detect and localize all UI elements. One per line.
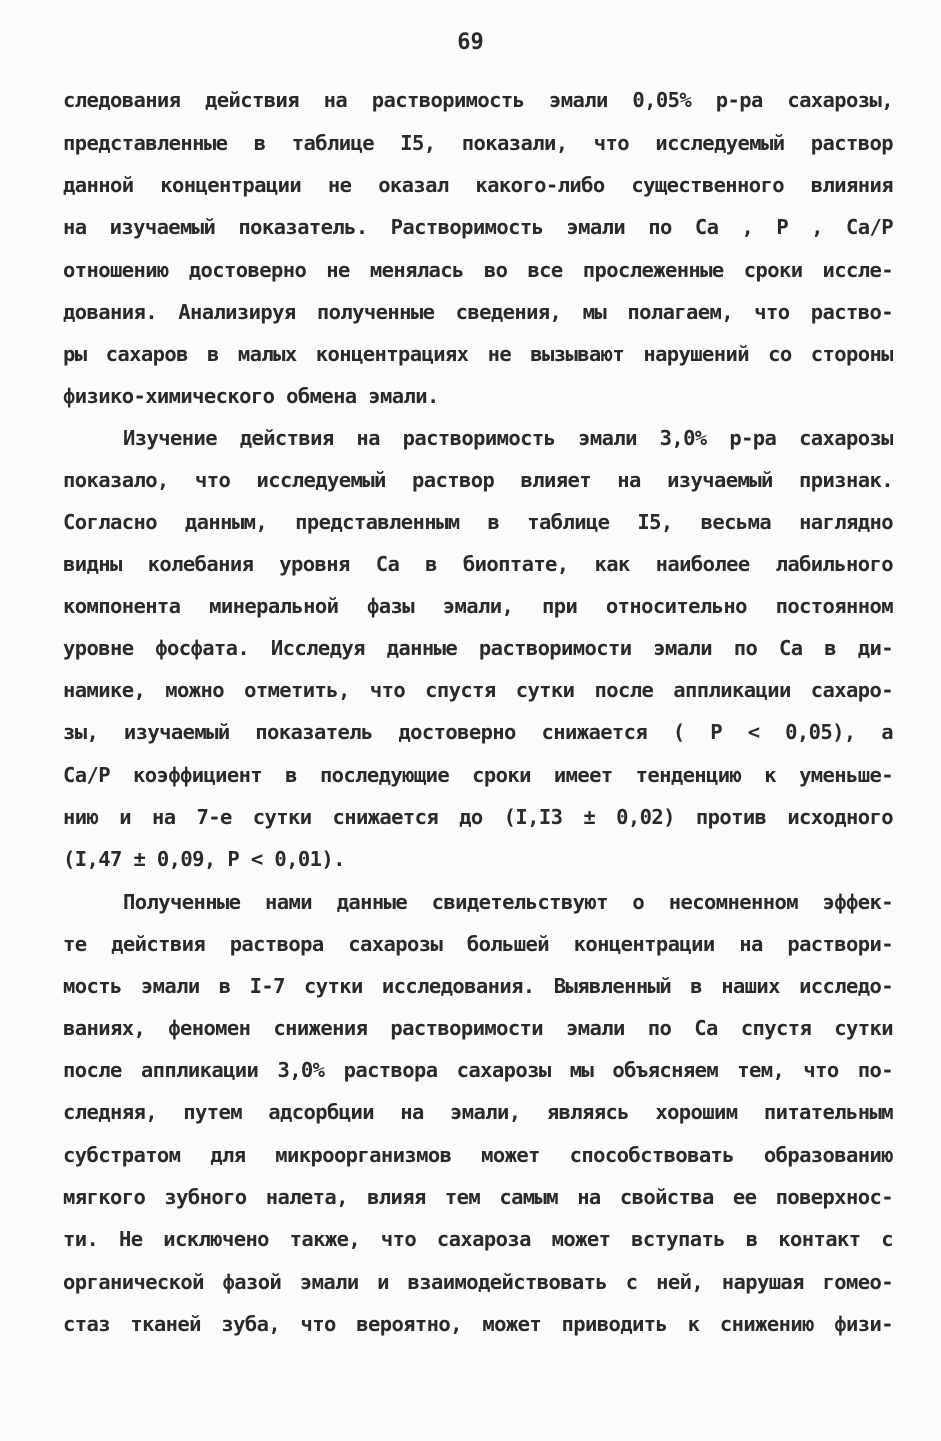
text-line: зы, изучаемый показатель достоверно снижается ( P < 0,05), а bbox=[63, 720, 893, 744]
text-line: ваниях, феномен снижения растворимости эмали по Ca спустя сутки bbox=[63, 1016, 893, 1040]
text-line: (I,47 ± 0,09, P < 0,01). bbox=[63, 847, 345, 871]
text-line: представленные в таблице I5, показали, что исследуемый раствор bbox=[63, 131, 893, 155]
text-line: показало, что исследуемый раствор влияет на изучаемый признак. bbox=[63, 468, 893, 492]
text-line: ти. Не исключено также, что сахароза может вступать в контакт с bbox=[63, 1227, 893, 1251]
text-line: нию и на 7-е сутки снижается до (I,I3 ± 0,02) против исходного bbox=[63, 805, 893, 829]
text-line: отношению достоверно не менялась во все прослеженные сроки иссле- bbox=[63, 258, 893, 282]
page-number: 69 bbox=[457, 30, 484, 55]
text-line: Согласно данным, представленным в таблице I5, весьма наглядно bbox=[63, 510, 893, 534]
text-line: следняя, путем адсорбции на эмали, являясь хорошим питательным bbox=[63, 1100, 893, 1124]
text-line: намике, можно отметить, что спустя сутки после аппликации сахаро- bbox=[63, 678, 893, 702]
text-line: на изучаемый показатель. Растворимость эмали по Ca , P , Ca/P bbox=[63, 215, 893, 239]
text-line: видны колебания уровня Ca в биоптате, как наиболее лабильного bbox=[63, 552, 893, 576]
text-line: субстратом для микроорганизмов может способствовать образованию bbox=[63, 1143, 893, 1167]
text-line: физико-химического обмена эмали. bbox=[63, 384, 439, 408]
text-line: Ca/P коэффициент в последующие сроки имеет тенденцию к уменьше- bbox=[63, 763, 893, 787]
text-line: уровне фосфата. Исследуя данные растворимости эмали по Ca в ди- bbox=[63, 636, 893, 660]
text-line: Изучение действия на растворимость эмали 3,0% р-ра сахарозы bbox=[123, 426, 893, 450]
text-line: стаз тканей зуба, что вероятно, может приводить к снижению физи- bbox=[63, 1312, 893, 1336]
text-line: дования. Анализируя полученные сведения, мы полагаем, что раство- bbox=[63, 300, 893, 324]
text-line: те действия раствора сахарозы большей концентрации на раствори- bbox=[63, 932, 893, 956]
text-line: ры сахаров в малых концентрациях не вызывают нарушений со стороны bbox=[63, 342, 893, 366]
text-line: органической фазой эмали и взаимодействовать с ней, нарушая гомео- bbox=[63, 1270, 893, 1294]
text-line: компонента минеральной фазы эмали, при относительно постоянном bbox=[63, 594, 893, 618]
text-line: мягкого зубного налета, влияя тем самым на свойства ее поверхнос- bbox=[63, 1185, 893, 1209]
text-line: следования действия на растворимость эмали 0,05% р-ра сахарозы, bbox=[63, 88, 893, 112]
text-line: после аппликации 3,0% раствора сахарозы мы объясняем тем, что по- bbox=[63, 1058, 893, 1082]
text-line: мость эмали в I-7 сутки исследования. Выявленный в наших исследо- bbox=[63, 974, 893, 998]
text-line: данной концентрации не оказал какого-либо существенного влияния bbox=[63, 173, 893, 197]
text-line: Полученные нами данные свидетельствуют о несомненном эффек- bbox=[123, 890, 893, 914]
